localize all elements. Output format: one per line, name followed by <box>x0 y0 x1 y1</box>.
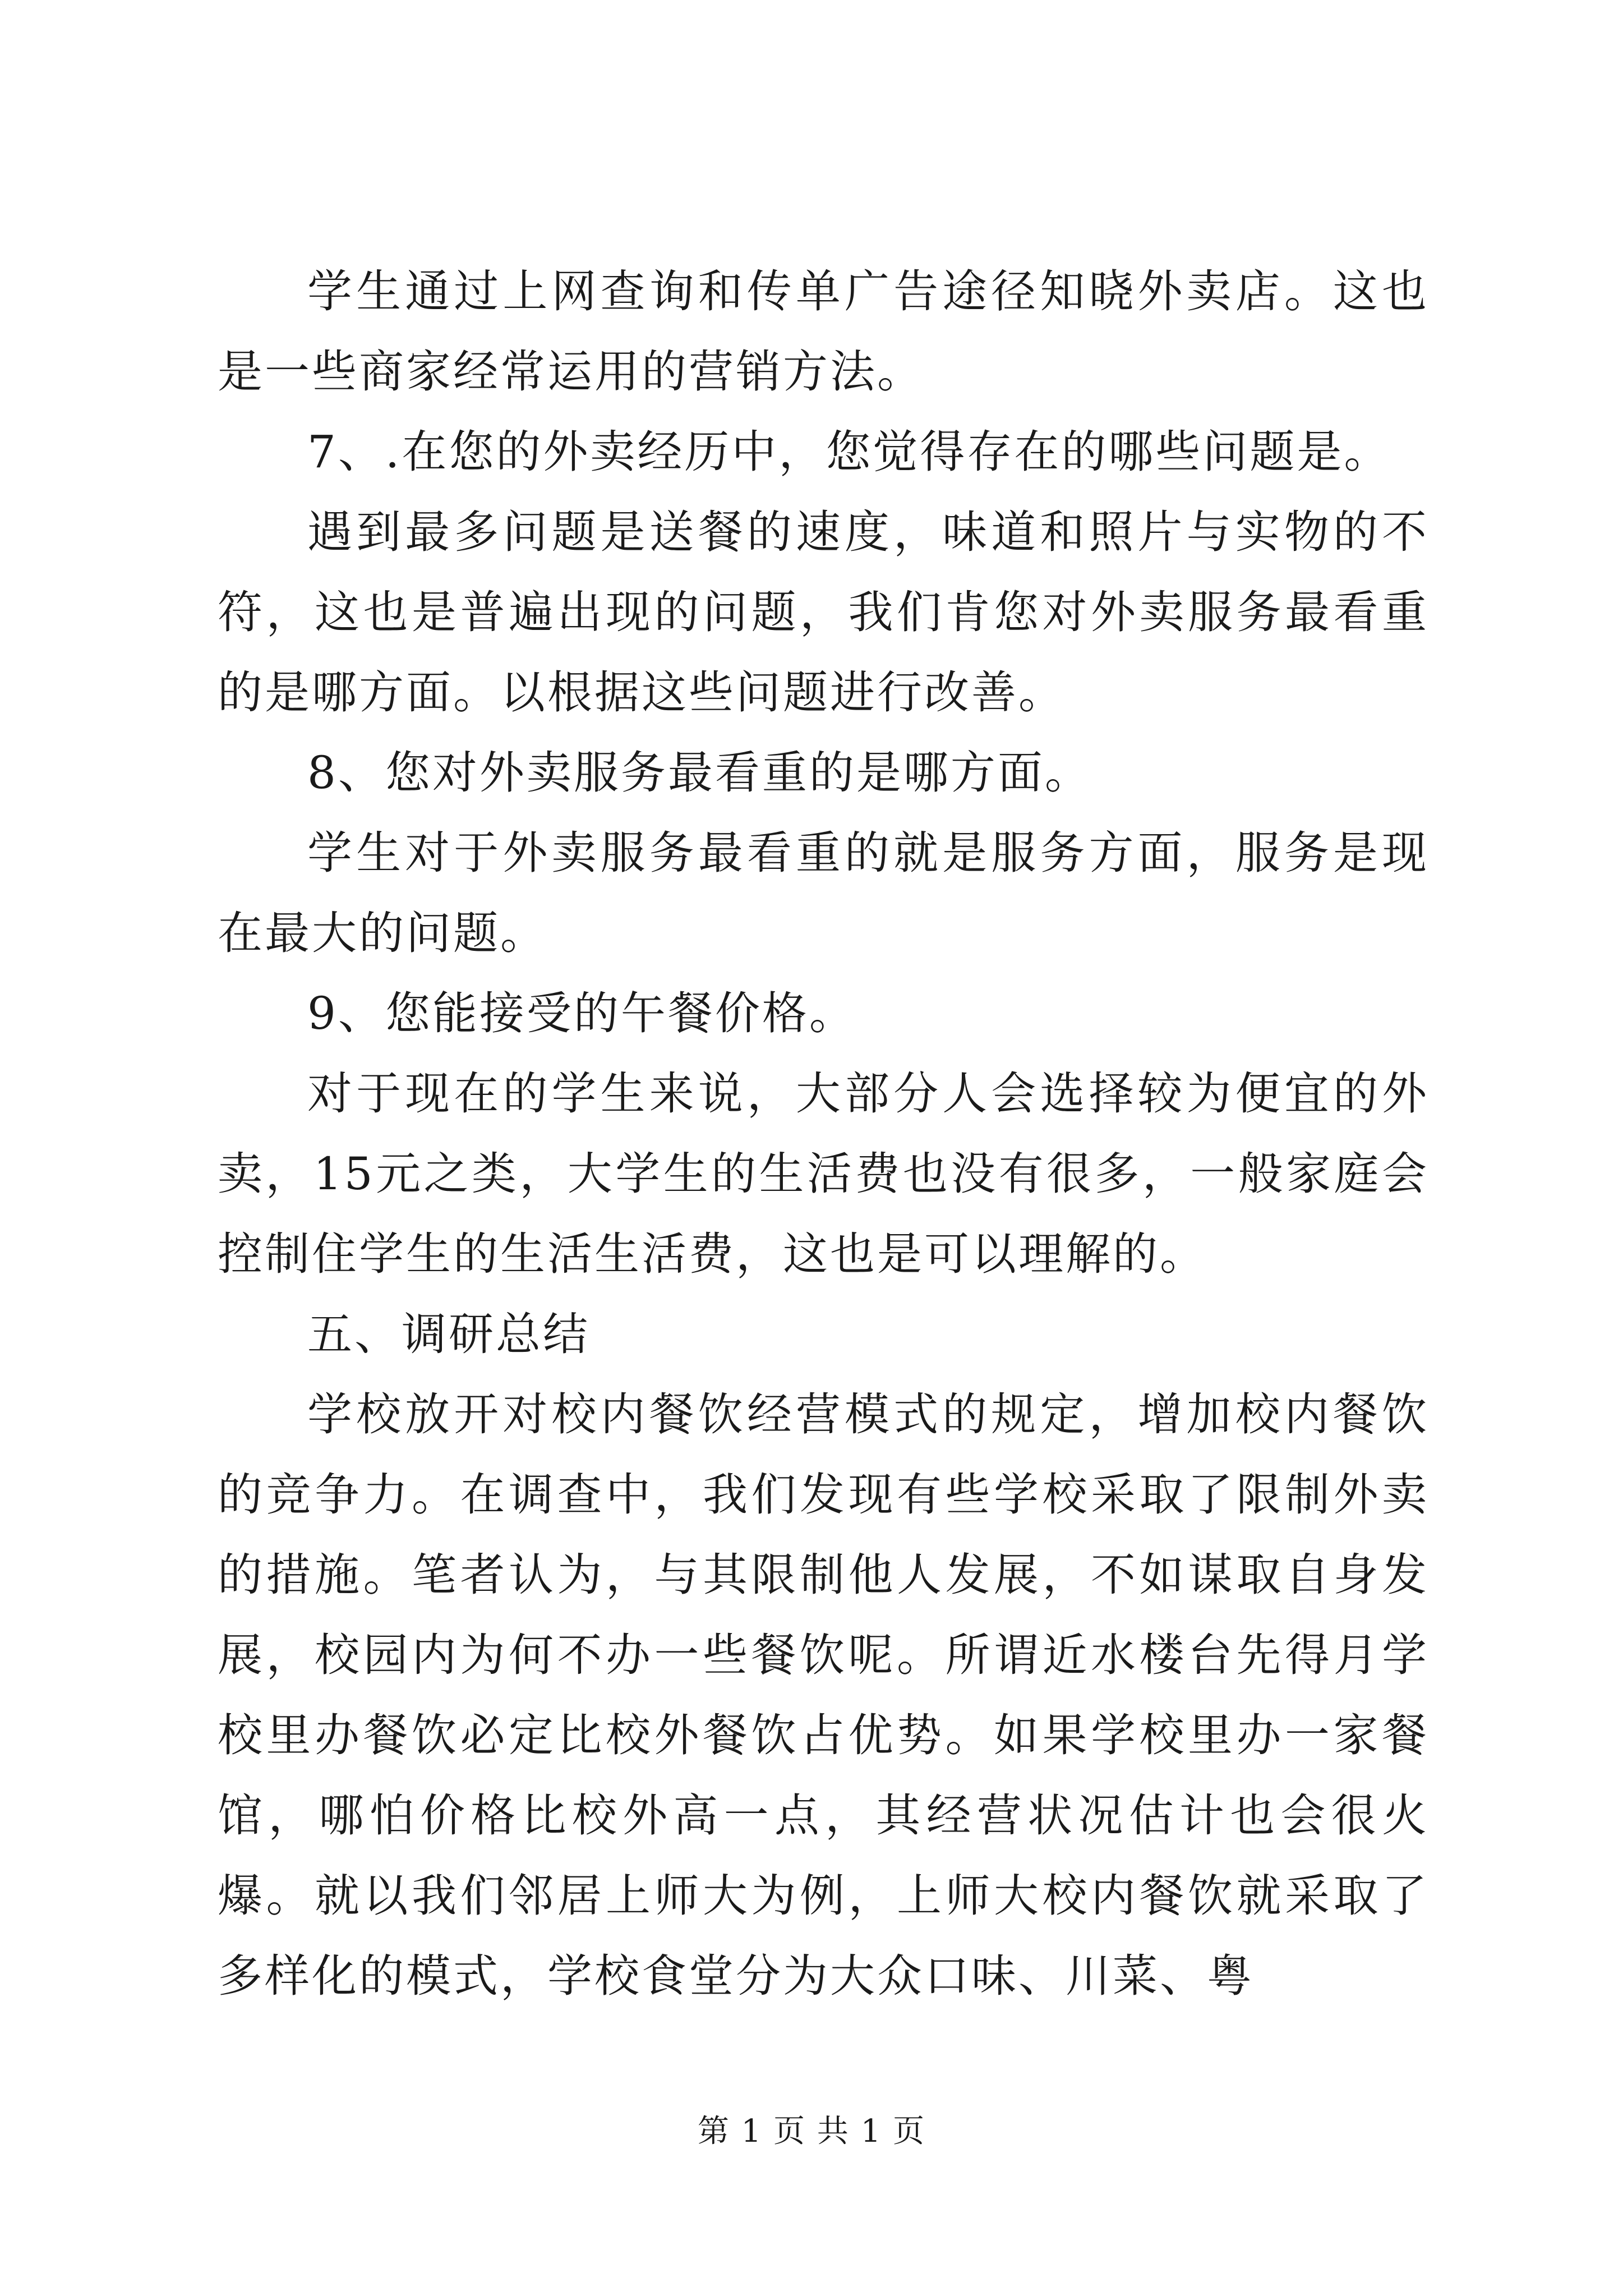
page-footer: 第 1 页 共 1 页 <box>697 2113 926 2150</box>
answer-7: 遇到最多问题是送餐的速度，味道和照片与实物的不符，这也是普遍出现的问题，我们肯您对外卖服务最看重的是哪方面。以根据这些问题进行改善。 <box>218 506 1429 719</box>
question-7: 7、.在您的外卖经历中，您觉得存在的哪些问题是。 <box>307 426 1391 478</box>
body-text <box>218 251 1429 2016</box>
paragraph-ad-channels: 学生通过上网查询和传单广告途径知晓外卖店。这也是一些商家经常运用的营销方法。 <box>218 265 1429 398</box>
answer-8: 学生对于外卖服务最看重的就是服务方面，服务是现在最大的问题。 <box>218 827 1429 959</box>
answer-9: 对于现在的学生来说，大部分人会选择较为便宜的外卖，15元之类，大学生的生活费也没有很多，一般家庭会控制住学生的生活生活费，这也是可以理解的。 <box>218 1068 1429 1280</box>
section-heading-summary: 五、调研总结 <box>307 1308 590 1360</box>
question-8: 8、您对外卖服务最看重的是哪方面。 <box>307 747 1092 799</box>
summary-paragraph: 学校放开对校内餐饮经营模式的规定，增加校内餐饮的竞争力。在调查中，我们发现有些学校采取了限制外卖的措施。笔者认为，与其限制他人发展，不如谋取自身发展，校园内为何不办一些餐饮呢。所谓近水楼台先得月学校里办餐饮必定比校外餐饮占优势。如果学校里办一家餐馆，哪怕价格比校外高一点，其经营状况估计也会很火爆。就以我们邻居上师大为例，上师大校内餐饮就采取了多样化的模式，学校食堂分为大众口味、川菜、粤 <box>218 1388 1429 2002</box>
question-9: 9、您能接受的午餐价格。 <box>307 987 856 1039</box>
